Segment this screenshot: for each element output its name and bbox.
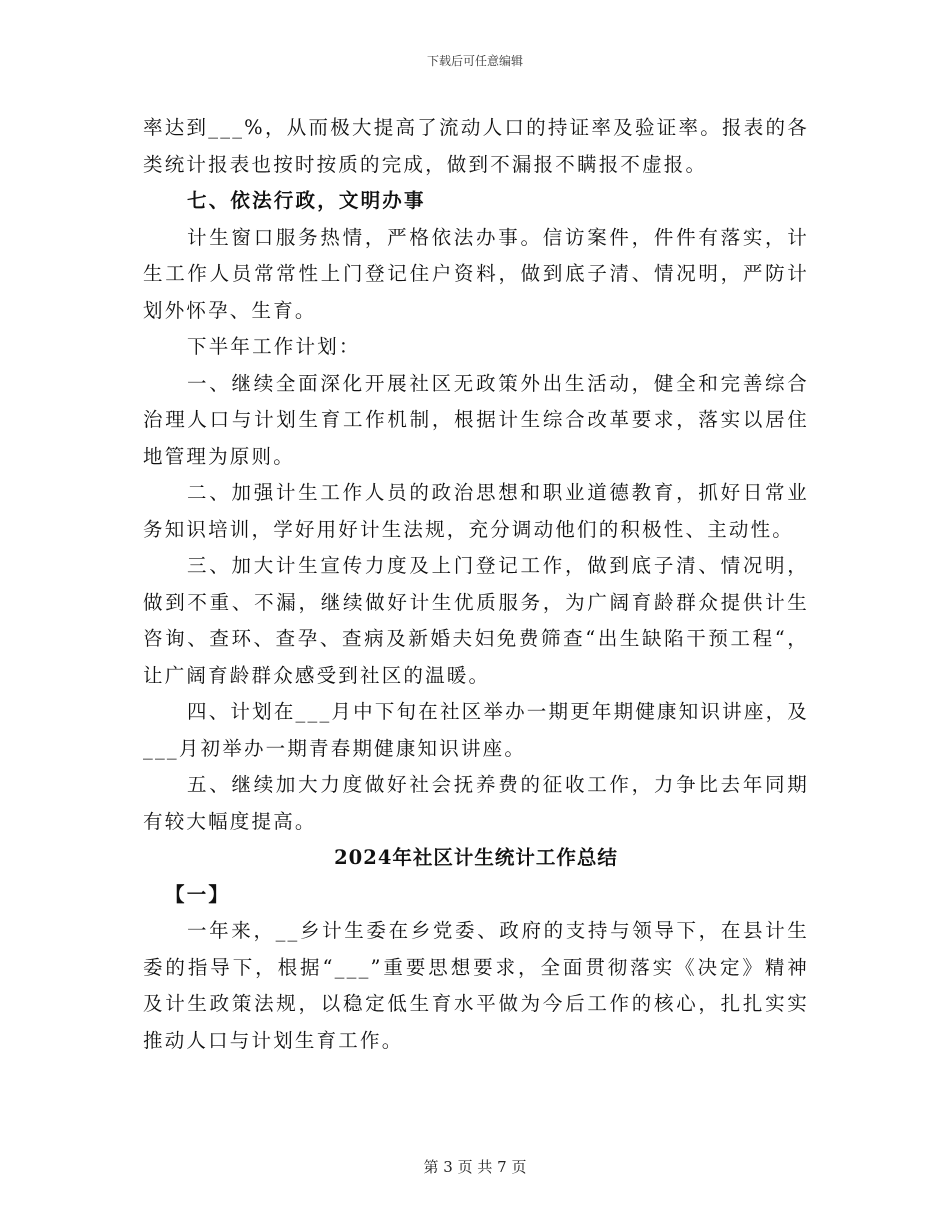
plan-item-5: 五、继续加大力度做好社会抚养费的征收工作，力争比去年同期有较大幅度提高。 [143, 773, 809, 833]
section-marker: 【一】 [165, 882, 231, 906]
paragraph-continuation: 率达到___%，从而极大提高了流动人口的持证率及验证率。报表的各类统计报表也按时按质的完成，做到不漏报不瞒报不虚报。 [143, 116, 809, 176]
paragraph-plan-intro: 下半年工作计划： [187, 335, 361, 358]
plan-item-3: 三、加大计生宣传力度及上门登记工作，做到底子清、情况明，做到不重、不漏，继续做好计生优质服务，为广阔育龄群众提供计生咨询、查环、查孕、查病及新婚夫妇免费筛查“出生缺陷干预工程“，让广阔育龄群众感受到社区的温暖。 [143, 554, 809, 687]
plan-item-2: 二、加强计生工作人员的政治思想和职业道德教育，抓好日常业务知识培训，学好用好计生法规，充分调动他们的积极性、主动性。 [143, 481, 809, 541]
plan-item-1: 一、继续全面深化开展社区无政策外出生活动，健全和完善综合治理人口与计划生育工作机制，根据计生综合改革要求，落实以居住地管理为原则。 [143, 371, 809, 468]
paragraph-summary-intro: 一年来，__乡计生委在乡党委、政府的支持与领导下，在县计生委的指导下，根据“___”重要思想要求，全面贯彻落实《决定》精神及计生政策法规，以稳定低生育水平做为今后工作的核心，扎扎实实推动人口与计划生育工作。 [143, 919, 809, 1052]
page-number: 第 3 页 共 7 页 [423, 1158, 527, 1176]
document-body [143, 110, 809, 1059]
page-header: 下载后可任意编辑 [426, 54, 523, 68]
document-title: 2024年社区计生统计工作总结 [334, 846, 618, 869]
section-heading-7: 七、依法行政，文明办事 [187, 189, 426, 212]
plan-item-4: 四、计划在___月中下旬在社区举办一期更年期健康知识讲座，及___月初举办一期青春期健康知识讲座。 [143, 700, 809, 760]
paragraph-window-service: 计生窗口服务热情，严格依法办事。信访案件，件件有落实，计生工作人员常常性上门登记住户资料，做到底子清、情况明，严防计划外怀孕、生育。 [143, 225, 809, 322]
